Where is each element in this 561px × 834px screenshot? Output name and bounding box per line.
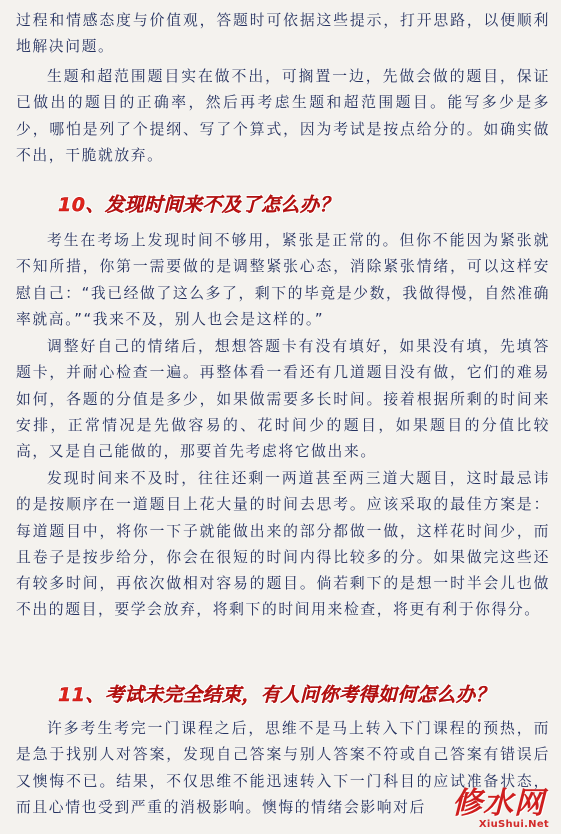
heading-section-11: 11、考试未完全结束，有人问你考得如何怎么办？ — [58, 684, 495, 706]
paragraph-skip-hard-questions: 生题和超范围题目实在做不出，可搁置一边，先做会做的题目，保证已做出的题目的正确率，然后再考虑生题和超范围题目。能写多少是多少，哪怕是列了个提纲、写了个算式，因为考试是按点给分的。如确实做不出，干脆就放弃。 — [16, 68, 550, 164]
paragraph-after-exam: 许多考生考完一门课程之后，思维不是马上转入下门课程的预热，而是急于找别人对答案，发现自己答案与别人答案不符或自己答案有错误后又懊悔不已。结果，不仅思维不能迅速转入下一门科目的应试准备状态，而且心情也受到严重的消极影响。懊悔的情绪会影响对后 — [16, 720, 550, 816]
site-watermark — [443, 778, 555, 832]
paragraph-time-running-out: 发现时间来不及时，往往还剩一两道甚至两三道大题目，这时最忌讳的是按顺序在一道题目上花大量的时间去思考。应该采取的最佳方案是：每道题目中，将你一下子就能做出来的部分都做一做，这样花时间少，而且卷子是按步给分，你会在很短的时间内得比较多的分。如果做完这些还有较多时间，再依次做相对容易的题目。倘若剩下的是想一时半会儿也做不出的题目，要学会放弃，将剩下的时间用来检查，将更有利于你得分。 — [16, 470, 550, 619]
watermark-logo-text: 修水网 — [452, 786, 545, 821]
paragraph-time-pressure: 考生在考场上发现时间不够用，紧张是正常的。但你不能因为紧张就不知所措，你第一需要做的是调整紧张心态，消除紧张情绪，可以这样安慰自己：“我已经做了这么多了，剩下的毕竟是少数，我做得慢，自然准确率就高。”“我来不及，别人也会是这样的。” — [16, 232, 550, 328]
heading-section-10: 10、发现时间来不及了怎么办？ — [58, 194, 339, 216]
watermark-url: XiuShui.Net — [478, 819, 549, 830]
paragraph-continuation: 过程和情感态度与价值观，答题时可依据这些提示，打开思路，以便顺利地解决问题。 — [16, 12, 550, 56]
paragraph-adjust-emotions: 调整好自己的情绪后，想想答题卡有没有填好，如果没有填，先填答题卡，并耐心检查一遍。再整体看一看还有几道题目没有做，它们的难易如何，各题的分值是多少，如果做需要多长时间。接着根据所剩的时间来安排，正常情况是先做容易的、花时间少的题目，如果题目的分值比较高，又是自己能做的，那要首先考虑将它做出来。 — [16, 338, 550, 461]
